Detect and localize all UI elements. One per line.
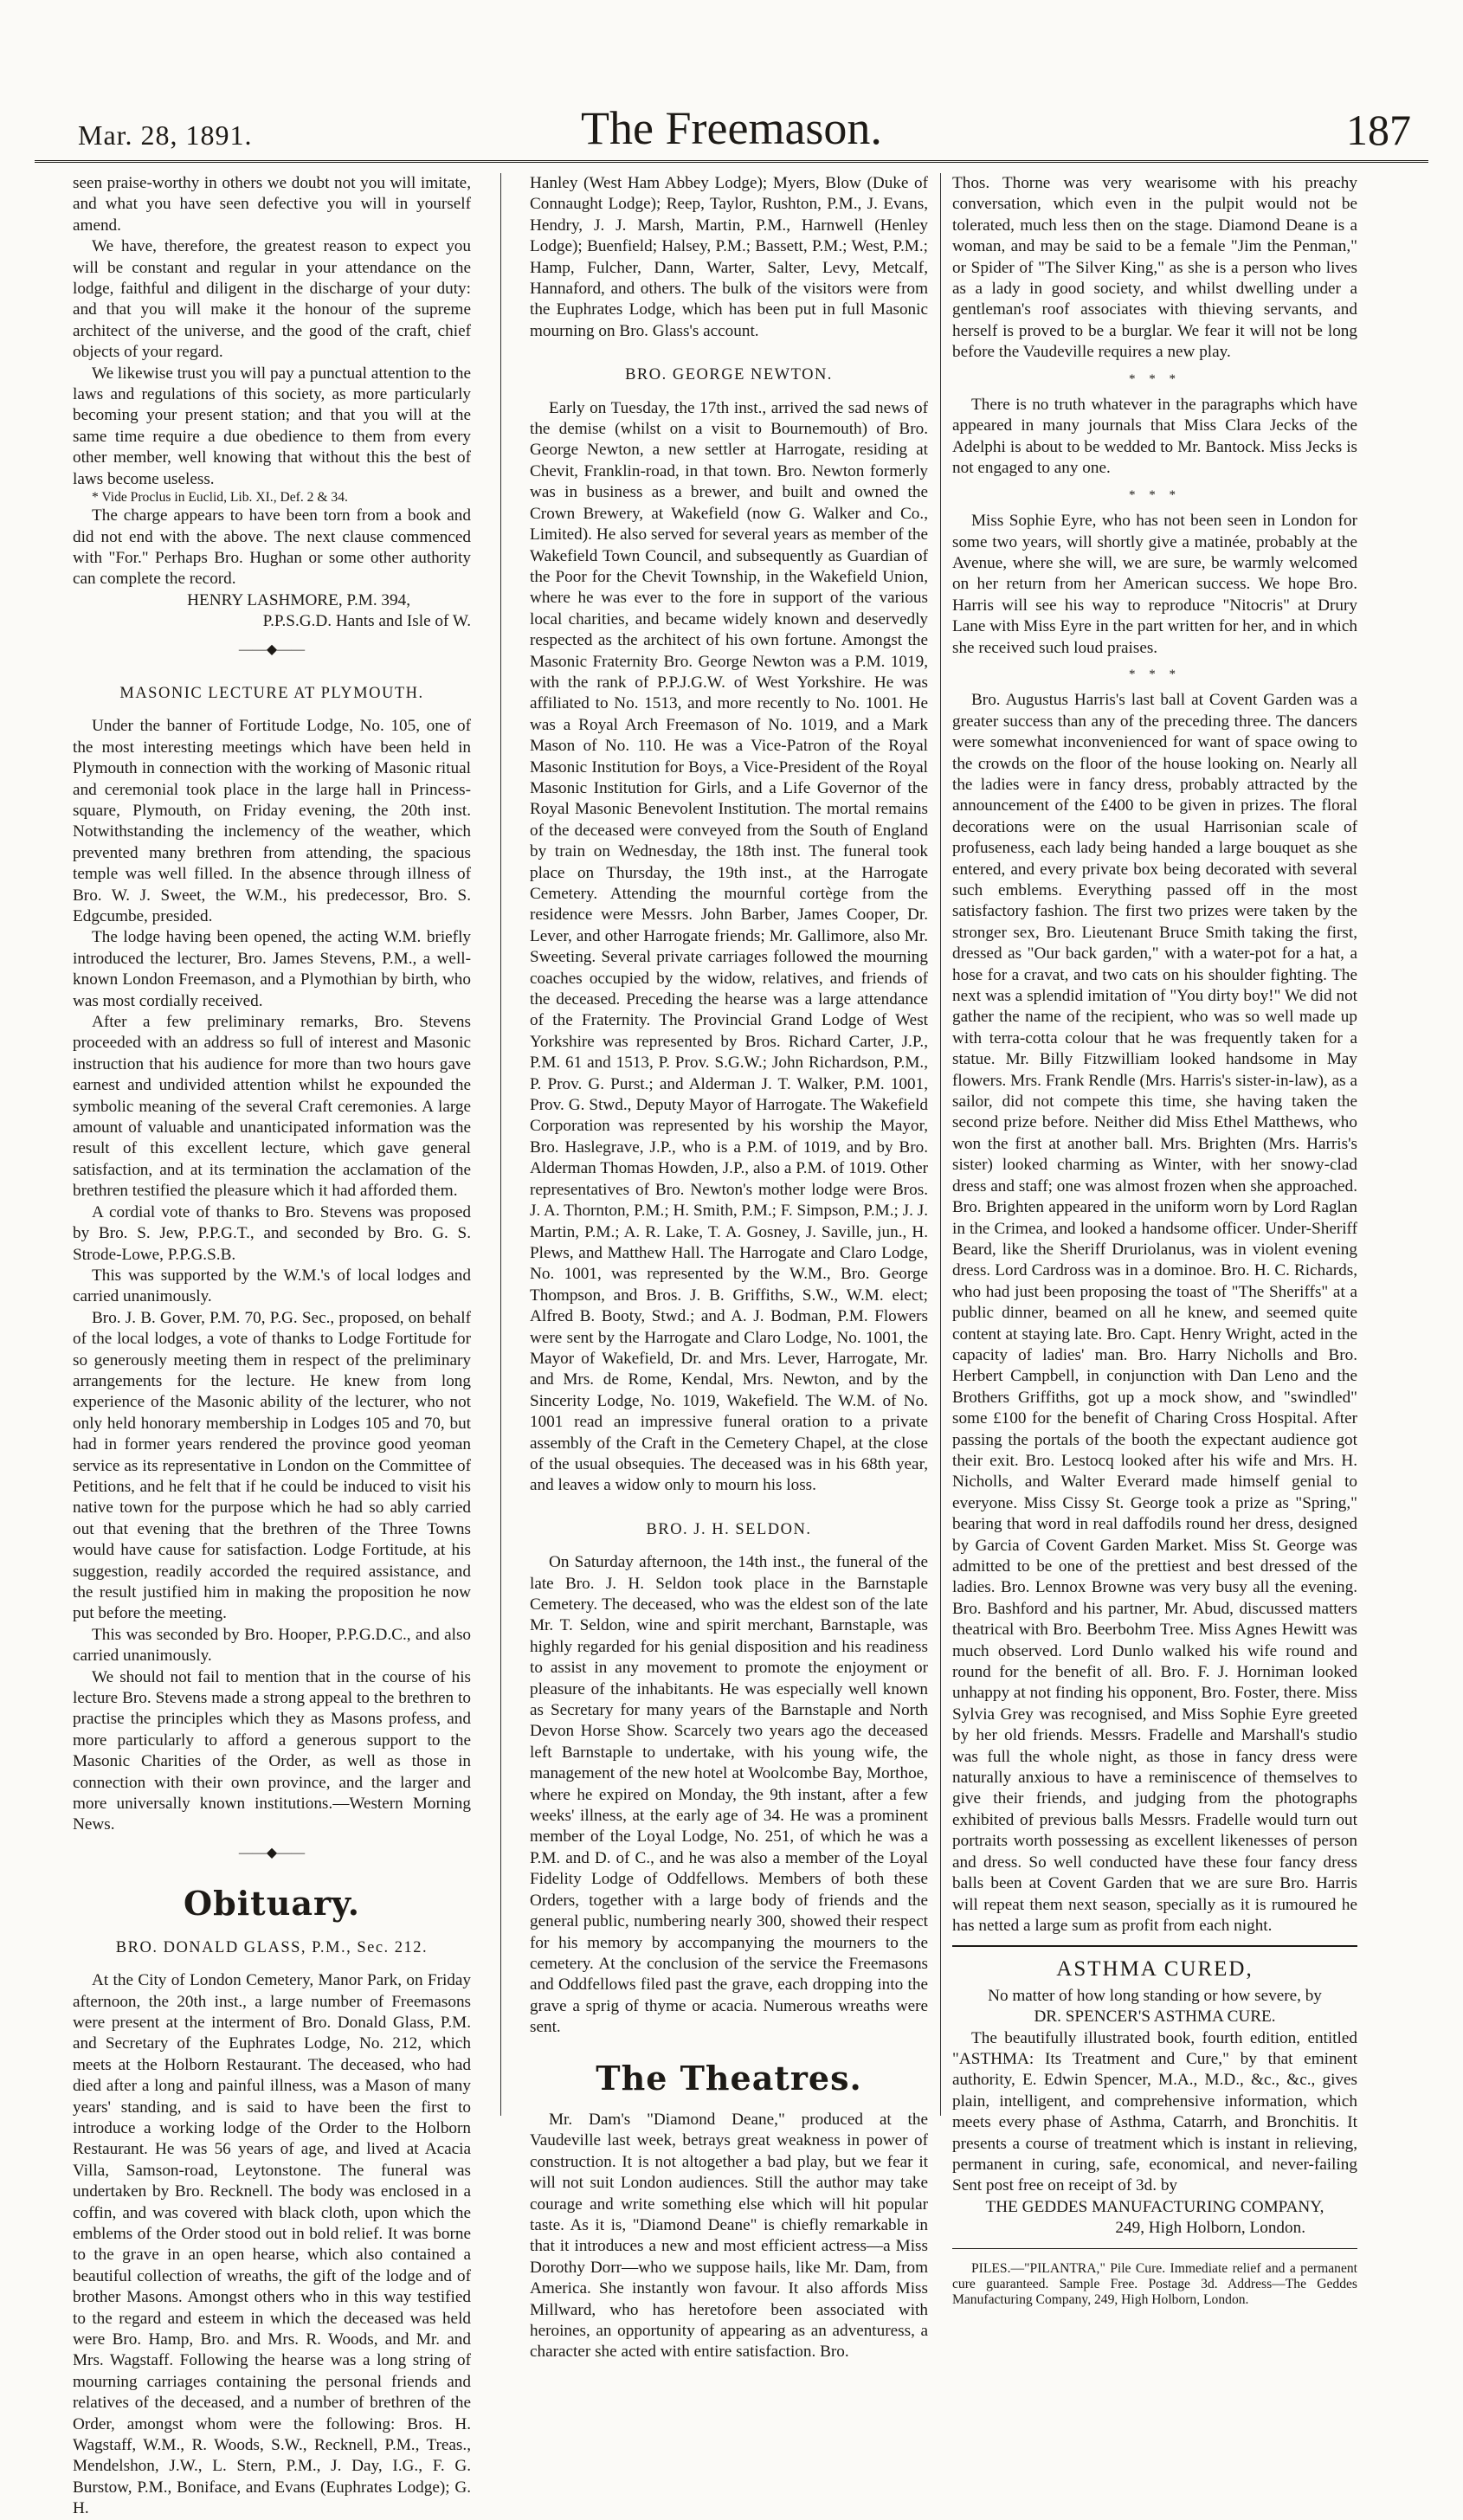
article-heading: BRO. GEORGE NEWTON. [625, 366, 833, 384]
paragraph: Bro. J. B. Gover, P.M. 70, P.G. Sec., proposed, on behalf of the local lodges, a vote of thanks to Lodge Fortitude for so generously meeting them in respect of the preliminary arrangements for the lecture. He knew from long experience of the Masonic ability of the lecturer, who not only held honorary membership in Lodges 105 and 70, but had in former years rendered the province good yeoman service as its representative in London on the Committee of Petitions, and he felt that if he could be induced to visit his native town for the purpose which he had so ably carried out that evening that the brethren of the Three Towns would have cause for satisfaction. Lodge Fortitude, at his suggestion, readily accorded the required assistance, and the result justified him in making the proposition he now put before the meeting. [73, 1308, 471, 1623]
signature-name: HENRY LASHMORE, P.M. 394, [187, 590, 410, 609]
paragraph: Hanley (West Ham Abbey Lodge); Myers, Blow (Duke of Connaught Lodge); Reep, Taylor, Rushton, P.M., J. Evans, Hendry, J. J. Marsh, Martin, P.M., Harnwell (Henley Lodge); Buenfield; Halsey, P.M.; Bassett, P.M.; West, P.M.; Hamp, Fulcher, Dann, Warter, Salter, Levy, Metcalf, Hannaford, and others. The bulk of the visitors were from the Euphrates Lodge, which has been put in full Masonic mourning on Bro. Glass's account. [530, 174, 928, 340]
paragraph: This was supported by the W.M.'s of local lodges and carried unanimously. [73, 1266, 471, 1306]
advert-title: ASTHMA CURED, [1056, 1957, 1254, 1982]
paragraph: Thos. Thorne was very wearisome with his preachy conversation, which even in the pulpit would not be tolerated, much less then on the stage. Diamond Deane is a woman, and may be said to be a female "Jim the Penman," or Spider of "The Silver King," as she is a person who lives as a lady in good society, and whilst dwelling under a gentleman's roof associates with thieving servants, and herself is proved to be a burglar. We fear it will not be long before the Vaudeville requires a new play. [952, 174, 1357, 362]
paragraph: Mr. Dam's "Diamond Deane," produced at the Vaudeville last week, betrays great weakness in power of construction. It is not altogether a bad play, but we fear it will not suit London audiences. Still the author may take courage and write something else which will hit popular taste. As it is, "Diamond Deane" is chiefly remarkable in that it introduces a new and most efficient actress—a Miss Dorothy Dorr—who we suppose hails, like Mr. Dam, from America. She instantly won favour. It also affords Miss Millward, who has heretofore been associated with heroines, an opportunity of appearing as an adventuress, a character she acted with entire satisfaction. Bro. [530, 2110, 928, 2362]
advert-address: 249, High Holborn, London. [1115, 2219, 1305, 2238]
column-rule-2 [940, 173, 941, 2116]
asterism: * * * [1129, 667, 1181, 681]
footnote: * Vide Proclus in Euclid, Lib. XI., Def. 2 & 34. [92, 490, 348, 506]
column-3 [952, 173, 1357, 2307]
section-heading: Obituary. [184, 1884, 360, 1924]
paragraph: A cordial vote of thanks to Bro. Stevens was proposed by Bro. S. Jew, P.P.G.T., and seconded by Bro. G. S. Strode-Lowe, P.P.G.S.B. [73, 1202, 471, 1264]
paragraph: seen praise-worthy in others we doubt not you will imitate, and what you have seen defective you will in yourself amend. [73, 174, 471, 235]
masthead [35, 100, 1428, 163]
asterism: * * * [1129, 487, 1181, 502]
article-heading: MASONIC LECTURE AT PLYMOUTH. [119, 684, 424, 702]
paragraph: Bro. Augustus Harris's last ball at Covent Garden was a greater success than any of the preceding three. The dancers were somewhat inconvenienced for want of space owing to the crowds on the floor of the house looking on. Nearly all the ladies were in fancy dress, probably attracted by the announcement of the £400 to be given in prizes. The floral decorations were on the usual Harrisonian scale of profuseness, each lady being handed a large bouquet as she entered, and every private box being decorated with several such emblems. Everything passed off in the most satisfactory fashion. The first two prizes were taken by the stronger sex, Bro. Lieutenant Bruce Smith taking the first, dressed as "Our back garden," with a water-pot for a hat, a hose for a cravat, and two cats on his shoulder fighting. The next was a splendid imitation of "You dirty boy!" We did not gather the name of the recipient, who was so well made up with terra-cotta colour that he was frequently taken for a statue. Mr. Billy Fitzwilliam looked handsome in May flowers. Mrs. Frank Rendle (Mrs. Harris's sister-in-law), as a sailor, did not compete this time, she having taken the second prize before. Neither did Miss Ethel Matthews, who won the first at another ball. Mrs. Brighten (Mrs. Harris's sister) looked charming as Winter, with her snowy-clad dress and staff; one was almost frozen when she approached. Bro. Brighten appeared in the uniform worn by Lord Raglan in the Crimea, and looked a handsome officer. Under-Sheriff Beard, like the Sheriff Druriolanus, was in violent evening dress. Lord Cardross was in a dominoe. Bro. H. C. Richards, who had just been proposing the toast of "The Sheriffs" at a public dinner, beamed on all he knew, and seemed quite content at staying late. Bro. Capt. Henry Wright, acted in the capacity of ladies' man. Bro. Harry Nicholls and Bro. Herbert Campbell, in conjunction with Dan Leno and the Brothers Griffiths, got up a mock show, and "swindled" some £100 for the benefit of Charing Cross Hospital. After passing the portals of the booth the expectant audience got their exit. Bro. Lestocq looked after his wife and Mrs. H. Nicholls, and Walter Everard made himself genial to everyone. Miss Cissy St. George took a prize as "Spring," bearing that word in real daffodils round her dress, designed by Garcia of Covent Garden Market. Miss St. George was admitted to be one of the prettiest and best dressed of the ladies. Bro. Lennox Browne was very busy all the evening. Bro. Bashford and his partner, Mr. Abud, discussed matters theatrical with Bro. Beerbohm Tree. Miss Agnes Hewitt was much observed. Lord Dunlo walked his wife round and round for the benefit of all. Bro. F. J. Horniman looked unhappy at not finding his opponent, Bro. Foster, there. Miss Sylvia Grey was recognised, and Miss Sophie Eyre greeted by her old friends. Messrs. Fradelle and Marshall's studio was full the whole night, as those in fancy dress were naturally anxious to have a reminiscence of themselves to give their friends, and judging from the photographs exhibited of previous balls Messrs. Fradelle would turn out portraits worth possessing as excellent likenesses of person and dress. So well conducted have these four fancy dress balls been at Covent Garden that we are sure Bro. Harris will repeat them next season, specially as it is rumoured he has netted a large sum as profit from each night. [952, 691, 1357, 1935]
paragraph: The lodge having been opened, the acting W.M. briefly introduced the lecturer, Bro. James Stevens, P.M., a well-known London Freemason, and a Plymothian by birth, who was most cordially received. [73, 928, 471, 1010]
asterism: * * * [1129, 371, 1181, 386]
article-heading: BRO. J. H. SELDON. [646, 1520, 812, 1538]
advert-rule [952, 1945, 1357, 1947]
issue-date: Mar. 28, 1891. [78, 119, 253, 151]
signature-title: P.P.S.G.D. Hants and Isle of W. [262, 612, 471, 631]
column-2 [530, 173, 928, 2362]
paragraph: Early on Tuesday, the 17th inst., arrived the sad news of the demise (whilst on a visit to Bournemouth) of Bro. George Newton, a new settler at Harrogate, residing at Chevit, Franklin-road, in that town. Bro. Newton formerly was in business as a brewer, and built and owned the Crown Brewery, at Wakefield (now G. Walker and Co., Limited). He also served for several years as member of the Wakefield Town Council, and subsequently as Guardian of the Poor for the Chevit Township, in the Wakefield Union, where he was ever to the fore in support of the various local charities, and became widely known and deservedly respected as the architect of his own fortune. Amongst the Masonic Fraternity Bro. George Newton was a P.M. 1019, with the rank of P.P.J.G.W. of West Yorkshire. He was affiliated to No. 1513, and more recently to No. 1001. He was a Royal Arch Freemason of No. 1019, and a Mark Mason of No. 110. He was a Vice-Patron of the Royal Masonic Institution for Boys, a Vice-President of the Royal Masonic Institution for Girls, and a Life Governor of the Royal Masonic Benevolent Institution. The mortal remains of the deceased were conveyed from the South of England by train on Wednesday, the 18th inst. The funeral took place on Thursday, the 19th inst., at the Harrogate Cemetery. Attending the mournful cortège from the residence were Messrs. John Barber, James Cooper, Dr. Lever, and other Harrogate friends; Mr. Gallimore, also Mr. Sweeting. Several private carriages followed the mourning coaches occupied by the widow, relatives, and friends of the deceased. Preceding the hearse was a large attendance of the Fraternity. The Provincial Grand Lodge of West Yorkshire was represented by Bros. Richard Carter, J.P., P.M. 61 and 1513, P. Prov. S.G.W.; John Richardson, P.M., P. Prov. G. Purst.; and Alderman J. T. Walker, P.M. 1001, Prov. G. Stwd., Deputy Mayor of Harrogate. The Wakefield Corporation was represented by his worship the Mayor, Bro. Haslegrave, J.P., who is a P.M. of 1019, and by Bro. Alderman Thomas Howden, J.P., also a P.M. of 1019. Other representatives of Bro. Newton's mother lodge were Bros. J. A. Thornton, P.M.; H. Smith, P.M.; F. Simpson, P.M.; J. J. Martin, P.M.; A. R. Lake, T. A. Gosney, J. Saville, jun., H. Plews, and Matthew Hall. The Harrogate and Claro Lodge, No. 1001, was represented by the W.M., Bro. George Thompson, and Bros. J. B. Griffiths, S.W., W.M. elect; Alfred B. Booty, Stwd.; and A. J. Bodman, P.M. Flowers were sent by the Harrogate and Claro Lodge, No. 1001, the Mayor of Wakefield, Dr. and Mrs. Lever, Harrogate, Mr. and Mrs. de Rome, Kendal, Mrs. Newton, and by the Sincerity Lodge, No. 1019, Wakefield. The W.M. of No. 1001 read an impressive funeral oration to a private assembly of the Craft in the Cemetery Chapel, at the close of the usual obsequies. The deceased was in his 68th year, and leaves a widow only to mourn his loss. [530, 398, 928, 1495]
paragraph: There is no truth whatever in the paragraphs which have appeared in many journals that Miss Clara Jecks of the Adelphi is about to be wedded to Mr. Bantock. Miss Jecks is not engaged to any one. [952, 396, 1357, 478]
paragraph: We should not fail to mention that in the course of his lecture Bro. Stevens made a strong appeal to the brethren to practise the principles which they as Masons profess, and more particularly to afford a generous support to the Masonic Charities of the Order, as well as those in connection with their own province, and the larger and more universally known institutions.—Western Morning News. [73, 1667, 471, 1834]
section-heading: The Theatres. [596, 2058, 862, 2098]
column-1 [73, 173, 471, 2518]
paragraph: Miss Sophie Eyre, who has not been seen in London for some two years, will shortly give a matinée, probably at the Avenue, where she will, we are sure, be warmly welcomed on her return from her American success. We hope Bro. Harris will see his way to reproduce "Nitocris" at Drury Lane with Miss Eyre in the part written for her, and in which she received such loud praises. [952, 512, 1357, 657]
advert-rule [952, 2248, 1357, 2249]
article-heading: BRO. DONALD GLASS, P.M., Sec. 212. [115, 1938, 429, 1956]
advert-body: The beautifully illustrated book, fourth edition, entitled "ASTHMA: Its Treatment and Cure," by that eminent authority, E. Edwin Spencer, M.A., M.D., &c., &c., gives plain, intelligent, and comprehensive information, which meets every phase of Asthma, Catarrh, and Bronchitis. It presents a course of treatment which is instant in relieving, permanent in curing, safe, economical, and never-failing Sent post free on receipt of 3d. by [952, 2028, 1357, 2195]
ornament-divider: ——◆—— [238, 641, 306, 657]
ornament-divider: ——◆—— [238, 1845, 306, 1860]
paragraph: Under the banner of Fortitude Lodge, No. 105, one of the most interesting meetings which have been held in Plymouth in connection with the working of Masonic ritual and ceremonial took place in the large hall in Princess-square, Plymouth, on Friday evening, the 20th inst. Notwithstanding the inclemency of the weather, which prevented many brethren from attending, the spacious temple was well filled. In the absence through illness of Bro. W. J. Sweet, the W.M., his predecessor, Bro. S. Edgcumbe, presided. [73, 717, 471, 925]
page-number: 187 [1346, 106, 1411, 154]
paragraph: On Saturday afternoon, the 14th inst., the funeral of the late Bro. J. H. Seldon took place in the Barnstaple Cemetery. The deceased, who was the eldest son of the late Mr. T. Seldon, wine and spirit merchant, Barnstaple, was highly regarded for his genial disposition and his readiness to assist in any movement to promote the enjoyment or pleasure of the inhabitants. He was especially well known as Secretary for many years of the Barnstaple and North Devon Horse Show. Scarcely two years ago the deceased left Barnstaple to undertake, with his young wife, the management of the new hotel at Woolcombe Bay, Morthoe, where he expired on Monday, the 9th instant, after a few weeks' illness, at the early age of 34. He was a prominent member of the Loyal Lodge, No. 251, of which he was a P.M. and D. of C., and he was also a member of the Loyal Fidelity Lodge of Oddfellows. Members of both these Orders, together with a large body of friends and the general public, numbering nearly 300, showed their respect for his memory by accompanying the mourners to the cemetery. At the conclusion of the service the Freemasons and Oddfellows filed past the grave, each dropping into the grave a sprig of thyme or acacia. Numerous wreaths were sent. [530, 1553, 928, 2037]
paragraph: After a few preliminary remarks, Bro. Stevens proceeded with an address so full of interest and Masonic instruction that his audience for more than two hours gave earnest and undivided attention whilst he expounded the symbolic meaning of the several Craft ceremonies. A large amount of valuable and unanticipated information was the result of this excellent lecture, which gave general satisfaction, and at its termination the acclamation of the brethren testified the pleasure which it had afforded them. [73, 1013, 471, 1201]
advert-company: THE GEDDES MANUFACTURING COMPANY, [985, 2197, 1324, 2216]
advert-line: No matter of how long standing or how severe, by [988, 1986, 1322, 2005]
paragraph: We likewise trust you will pay a punctual attention to the laws and regulations of this society, as more particularly becoming your present station; and that you will at the same time require a due obedience to them from every other member, well knowing that without this the best of laws become useless. [73, 364, 471, 488]
paragraph: At the City of London Cemetery, Manor Park, on Friday afternoon, the 20th inst., a large number of Freemasons were present at the interment of Bro. Donald Glass, P.M. and Secretary of the Euphrates Lodge, No. 212, which meets at the Holborn Restaurant. The deceased, who had died after a long and painful illness, was a Mason of many years' standing, and is said to have been the first to introduce a working lodge of the Order to the Holborn Restaurant. He was 56 years of age, and lived at Acacia Villa, Samson-road, Leytonstone. The funeral was undertaken by Bro. Recknell. The body was enclosed in a coffin, and was covered with black cloth, upon which the emblems of the Order stood out in bold relief. It was borne to the grave in an open hearse, which also contained a beautiful collection of wreaths, the gift of the lodge and of brother Masons. Amongst others who in this way testified to the regard and esteem in which the deceased was held were Bro. Hamp, Bro. and Mrs. R. Woods, and Mr. and Mrs. Wagstaff. Following the hearse was a long string of mourning carriages containing the personal friends and relatives of the deceased, and a number of brethren of the Order, amongst whom were the following: Bros. H. Wagstaff, W.M., R. Woods, S.W., Recknell, P.M., Treas., Mendelshon, J.W., L. Stern, P.M., J. Day, I.G., F. G. Burstow, P.M., Boniface, and Evans (Euphrates Lodge); G. H. [73, 1971, 471, 2518]
paragraph: The charge appears to have been torn from a book and did not end with the above. The next clause commenced with "For." Perhaps Bro. Hughan or some other authority can complete the record. [73, 506, 471, 589]
paragraph: We have, therefore, the greatest reason to expect you will be constant and regular in your attendance on the lodge, faithful and diligent in the discharge of your duty: and that you will make it the honour of the supreme architect of the universe, and the good of the craft, chief objects of your regard. [73, 237, 471, 362]
advert-line: DR. SPENCER'S ASTHMA CURE. [1034, 2008, 1276, 2027]
newspaper-title: The Freemason. [581, 102, 882, 154]
paragraph: This was seconded by Bro. Hooper, P.P.G.D.C., and also carried unanimously. [73, 1625, 471, 1666]
column-rule-1 [500, 173, 501, 2116]
piles-advert: PILES.—"PILANTRA," Pile Cure. Immediate relief and a permanent cure guaranteed. Sample Free. Postage 3d. Address—The Geddes Manufacturing Company, 249, High Holborn, London. [952, 2260, 1357, 2307]
